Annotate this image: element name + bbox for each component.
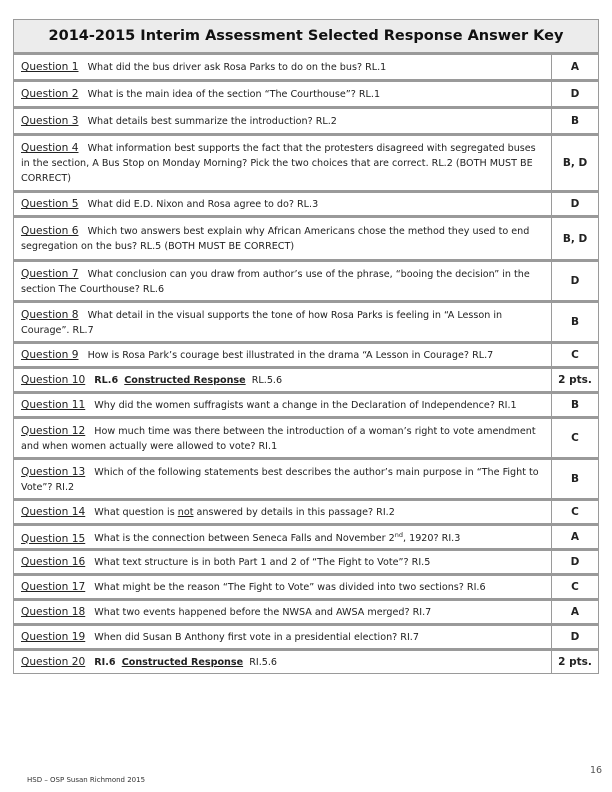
- answer-cell: B, D: [562, 157, 588, 169]
- question-text: RL.5.6: [251, 375, 283, 386]
- answer-cell: A: [570, 606, 580, 618]
- question-text: What two events happened before the NWSA and AWSA merged? RI.7: [94, 607, 432, 618]
- answer-key-table: [13, 19, 599, 674]
- table-row: [14, 649, 599, 674]
- question-text: Which of the following statements best describes the author’s main purpose in “The Fight to Vote”? RI.2: [21, 466, 539, 493]
- table-row: [14, 599, 599, 624]
- emphasized-word: not: [177, 507, 194, 518]
- question-cell: [14, 369, 552, 391]
- page-number: 16: [590, 765, 603, 776]
- table-row: [14, 417, 599, 458]
- table-row: [14, 549, 599, 574]
- table-row: [14, 392, 599, 417]
- table-row: [14, 191, 599, 216]
- question-label: Question 19: [21, 631, 86, 643]
- table-row: [14, 574, 599, 599]
- question-text: What text structure is in both Part 1 and 2 of “The Fight to Vote”? RI.5: [94, 557, 431, 568]
- question-text: What detail in the visual supports the tone of how Rosa Parks is feeling in “A Lesson in Courage”. RL.7: [21, 309, 503, 336]
- question-text-start: What is the connection between Seneca Falls and November 2: [94, 533, 395, 545]
- answer-cell: D: [570, 556, 580, 568]
- answer-cell: C: [571, 349, 579, 361]
- standard-code: RL.6: [94, 375, 119, 386]
- question-label: Question 17: [21, 581, 86, 593]
- question-text: What conclusion can you draw from author’s use of the phrase, “booing the decision” in the section The Courthouse? RL.6: [21, 268, 530, 295]
- question-cell: [14, 193, 552, 215]
- answer-cell: C: [571, 432, 579, 444]
- question-cell: [14, 576, 552, 598]
- answer-cell: B: [570, 399, 579, 411]
- answer-cell: B: [570, 316, 579, 328]
- answer-cell: D: [570, 631, 580, 643]
- question-label: Question 20: [21, 656, 86, 668]
- answer-cell: D: [570, 198, 580, 210]
- question-cell: [14, 82, 552, 106]
- question-text-end: , 1920? RI.3: [403, 533, 461, 545]
- question-cell: [14, 601, 552, 623]
- question-cell: [14, 109, 552, 133]
- question-cell: [14, 551, 552, 573]
- question-text: Why did the women suffragists want a change in the Declaration of Independence? RI.1: [94, 400, 517, 411]
- answer-cell: B: [570, 115, 579, 127]
- table-row: [14, 458, 599, 499]
- question-text-end: answered by details in this passage? RI.2: [193, 507, 395, 518]
- question-text: What details best summarize the introduction? RL.2: [87, 116, 337, 127]
- question-label: Question 1: [21, 61, 79, 73]
- question-label: Question 5: [21, 198, 79, 210]
- question-text: How much time was there between the introduction of a woman’s right to vote amendment and when women actually were allowed to vote? RI.1: [21, 425, 536, 452]
- question-cell: [14, 626, 552, 648]
- question-text: What did the bus driver ask Rosa Parks to do on the bus? RL.1: [87, 62, 387, 73]
- page-title: 2014-2015 Interim Assessment Selected Response Answer Key: [14, 20, 599, 53]
- question-label: Question 8: [21, 308, 79, 321]
- table-row: [14, 342, 599, 367]
- table-row: [14, 524, 599, 549]
- answer-cell: A: [570, 61, 580, 73]
- question-cell: [14, 501, 552, 523]
- question-label: Question 11: [21, 399, 86, 411]
- table-row: [14, 367, 599, 392]
- answer-cell: 2 pts.: [558, 656, 592, 668]
- question-cell: [14, 303, 552, 341]
- footer-credit: HSD – OSP Susan Richmond 2015: [27, 776, 146, 784]
- question-label: Question 3: [21, 115, 79, 127]
- answer-cell: A: [570, 531, 580, 543]
- question-label: Question 9: [21, 349, 79, 361]
- question-label: Question 18: [21, 606, 86, 618]
- constructed-response-label: Constructed Response: [124, 375, 246, 386]
- question-label: Question 6: [21, 225, 79, 237]
- question-cell: [14, 419, 552, 457]
- table-row: [14, 107, 599, 134]
- table-row: [14, 301, 599, 342]
- question-text: What information best supports the fact that the protesters disagreed with segregated buses in the section, A Bus Stop on Monday Morning? Pick the two choices that are correct. RL.2 (BOTH MUST BE CORRECT): [21, 143, 536, 184]
- question-cell: [14, 55, 552, 79]
- question-text: RI.5.6: [249, 657, 278, 668]
- question-label: Question 14: [21, 506, 86, 518]
- question-cell: [14, 526, 552, 548]
- question-cell: [14, 651, 552, 673]
- table-row: [14, 80, 599, 107]
- answer-cell: D: [570, 275, 580, 287]
- table-row: [14, 499, 599, 524]
- question-label: Question 4: [21, 142, 79, 154]
- answer-cell: 2 pts.: [558, 374, 592, 386]
- question-label: Question 10: [21, 374, 86, 386]
- question-label: Question 16: [21, 556, 86, 568]
- table-row: [14, 260, 599, 301]
- question-label: Question 2: [21, 88, 79, 100]
- answer-cell: B, D: [562, 232, 588, 245]
- answer-cell: C: [571, 581, 579, 593]
- question-cell: [14, 218, 552, 259]
- question-cell: [14, 460, 552, 498]
- question-cell: [14, 136, 552, 190]
- question-text: What did E.D. Nixon and Rosa agree to do? RL.3: [87, 199, 319, 210]
- answer-cell: D: [570, 88, 580, 100]
- constructed-response-label: Constructed Response: [121, 657, 244, 668]
- answer-cell: B: [570, 473, 579, 485]
- question-text: What is the main idea of the section “The Courthouse”? RL.1: [87, 89, 381, 100]
- question-label: Question 15: [21, 532, 86, 545]
- question-label: Question 7: [21, 267, 79, 280]
- table-row: [14, 134, 599, 191]
- table-row: [14, 216, 599, 260]
- question-cell: [14, 394, 552, 416]
- question-text: Which two answers best explain why African Americans chose the method they used to end segregation on the bus? RL.5 (BOTH MUST BE CORRECT): [21, 226, 530, 252]
- answer-cell: C: [571, 506, 579, 518]
- question-text: When did Susan B Anthony first vote in a presidential election? RI.7: [94, 632, 419, 643]
- question-text-start: What question is: [94, 507, 178, 518]
- standard-code: RI.6: [94, 657, 116, 668]
- question-text: How is Rosa Park’s courage best illustrated in the drama “A Lesson in Courage? RL.7: [87, 350, 494, 361]
- ordinal-suffix: nd: [394, 531, 403, 540]
- table-row: [14, 624, 599, 649]
- question-cell: [14, 262, 552, 300]
- question-cell: [14, 344, 552, 366]
- table-row: [14, 53, 599, 80]
- question-text: What might be the reason “The Fight to Vote” was divided into two sections? RI.6: [94, 582, 486, 593]
- question-label: Question 12: [21, 424, 86, 437]
- question-label: Question 13: [21, 465, 86, 478]
